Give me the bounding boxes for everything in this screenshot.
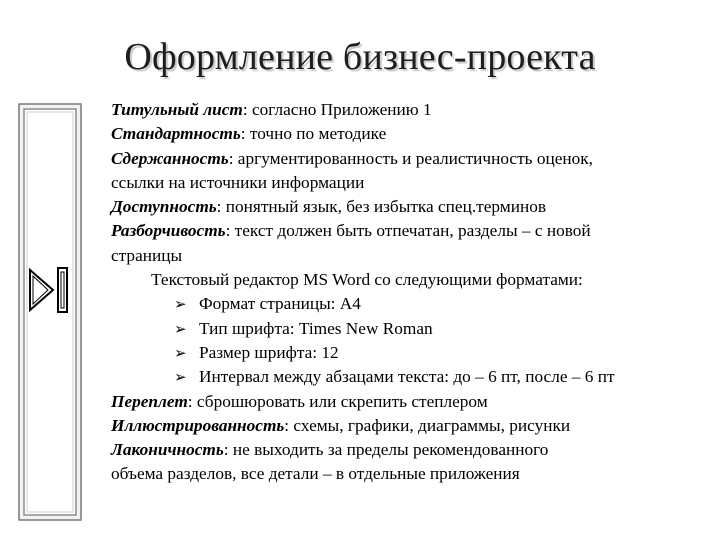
list-item <box>111 122 701 146</box>
editor-intro: Текстовый редактор MS Word со следующими форматами: <box>151 270 583 290</box>
list-item <box>111 195 701 219</box>
page-title: Оформление бизнес-проекта <box>124 36 596 78</box>
sidebar-panel <box>18 103 82 521</box>
item-text: : не выходить за пределы рекомендованного <box>223 440 549 460</box>
item-text: : понятный язык, без избытка спец.терминов <box>216 197 547 217</box>
list-item <box>111 98 701 122</box>
list-item <box>111 147 701 171</box>
item-term: Стандартность <box>111 124 241 144</box>
arrow-bullet-icon: ➢ <box>174 343 187 362</box>
item-term: Лаконичность <box>111 440 224 460</box>
list-item <box>111 390 701 414</box>
item-text: : точно по методике <box>240 124 387 144</box>
item-term: Сдержанность <box>111 148 229 168</box>
item-text: : текст должен быть отпечатан, разделы – с новой <box>225 221 591 241</box>
item-text: : схемы, графики, диаграммы, рисунки <box>284 415 571 435</box>
bullet-text: Интервал между абзацами текста: до – 6 пт, после – 6 пт <box>199 367 615 387</box>
bullet-item <box>111 365 701 389</box>
item-term: Доступность <box>111 197 217 217</box>
bullet-text: Тип шрифта: Times New Roman <box>199 318 433 338</box>
bullet-item <box>111 317 701 341</box>
arrow-bullet-icon: ➢ <box>174 295 187 314</box>
item-text: : сброшюровать или скрепить степлером <box>187 391 488 411</box>
arrow-bullet-icon: ➢ <box>174 368 187 387</box>
list-item-continuation: объема разделов, все детали – в отдельные приложения <box>111 464 520 484</box>
list-item-continuation: страницы <box>111 245 183 265</box>
item-term: Разборчивость <box>111 221 226 241</box>
list-item-continuation: ссылки на источники информации <box>111 172 365 192</box>
bullet-text: Размер шрифта: 12 <box>199 342 339 362</box>
bullet-item <box>111 292 701 316</box>
list-item <box>111 438 701 462</box>
item-term: Титульный лист <box>111 100 243 119</box>
bullet-item <box>111 341 701 365</box>
item-term: Переплет <box>111 391 188 411</box>
content-body <box>111 98 701 487</box>
item-text: : аргументированность и реалистичность оценок, <box>228 148 594 168</box>
list-item <box>111 414 701 438</box>
bullet-text: Формат страницы: А4 <box>199 294 361 314</box>
arrow-bullet-icon: ➢ <box>174 319 187 338</box>
list-item <box>111 219 701 243</box>
item-text: : согласно Приложению 1 <box>242 100 432 119</box>
item-term: Иллюстрированность <box>111 415 285 435</box>
